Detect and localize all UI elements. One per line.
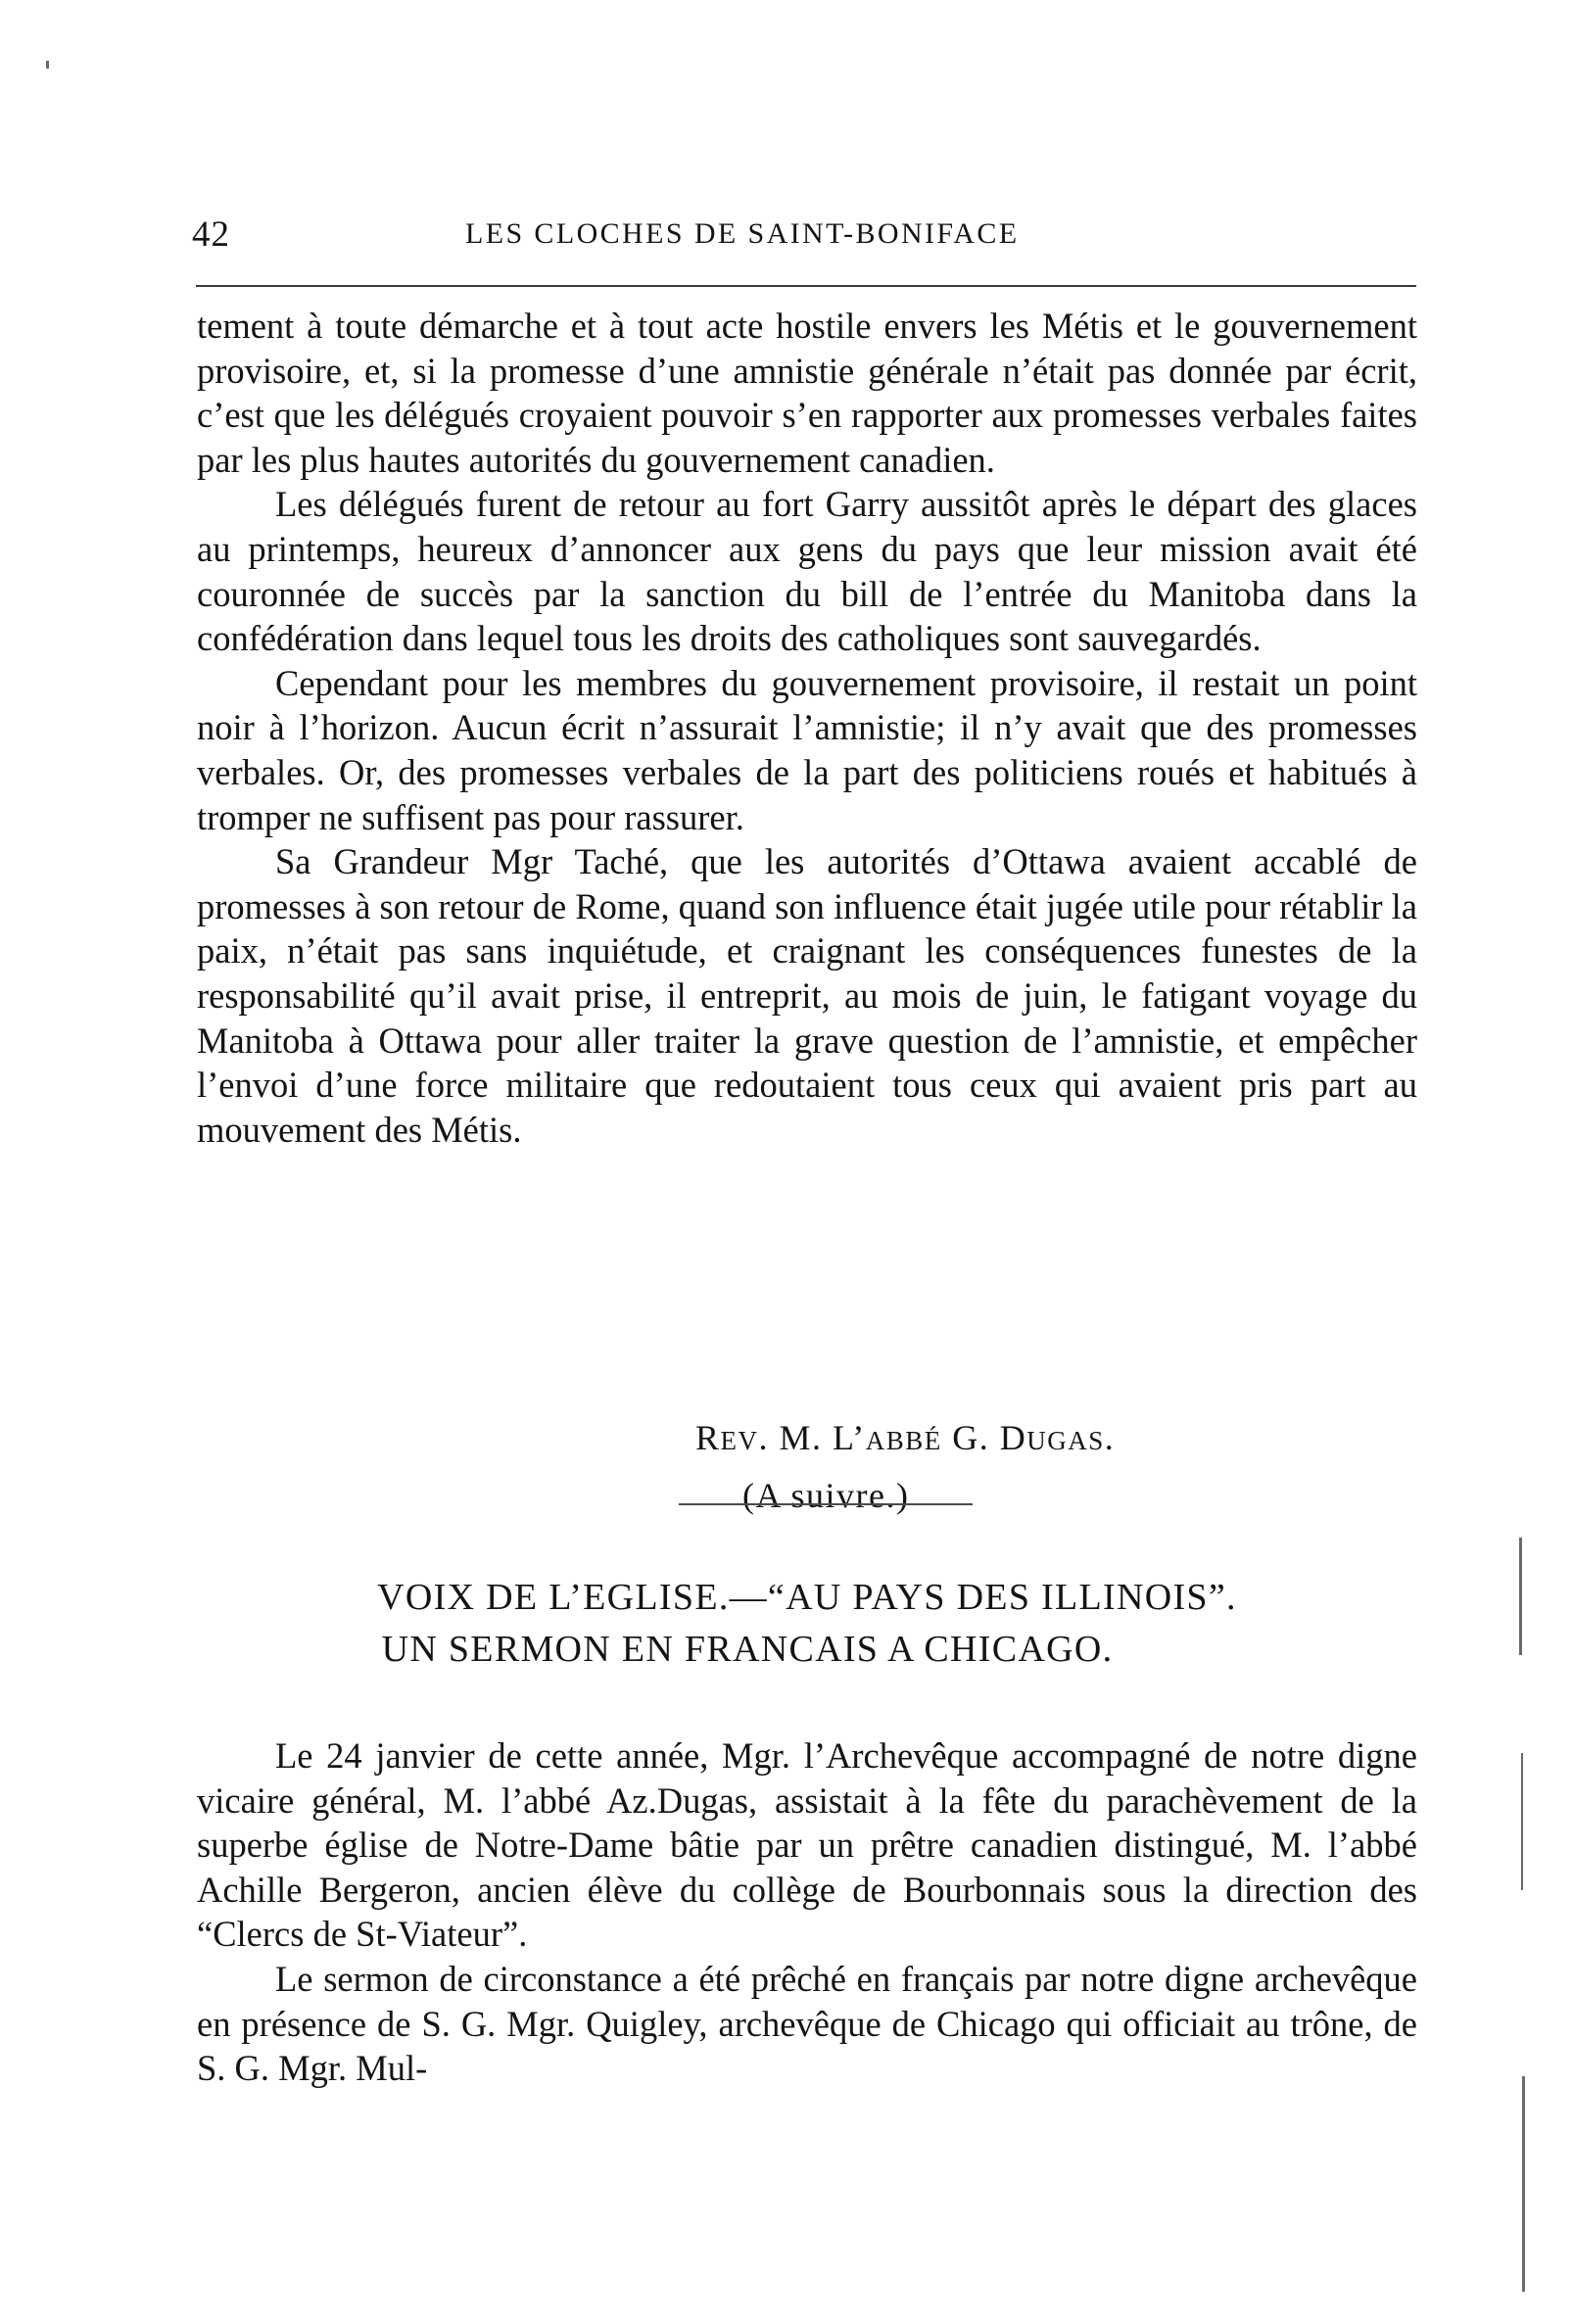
paragraph-6: Le sermon de circonstance a été prêché en français par notre digne archevêque en présence de S. G. Mgr. Quigley, archevêque de Chicago qui officiait au trône, de S. G. Mgr. Mul- — [197, 1958, 1417, 2089]
scan-mark — [1521, 1753, 1523, 1890]
header-rule — [196, 285, 1416, 287]
article-body — [197, 1733, 1417, 2091]
scan-mark — [46, 61, 49, 69]
article-heading-line-2: UN SERMON EN FRANCAIS A CHICAGO. — [381, 1629, 1114, 1670]
paragraph-2: Les délégués furent de retour au fort Garry aussitôt après le départ des glaces au printemps, heureux d’annoncer aux gens du pays que leur mission avait été couronnée de succès par la sanction du bill de l’entrée du Manitoba dans la confédération dans lequel tous les droits des catholiques sont sauvegardés. — [197, 484, 1417, 659]
paragraph-3: Cependant pour les membres du gouvernement provisoire, il restait un point noir à l’horizon. Aucun écrit n’assurait l’amnistie; il n’y avait que des promesses verbales. Or, des promesses verbales de la part des politiciens roués et habitués à tromper ne suffisent pas pour rassurer. — [197, 662, 1417, 837]
paragraph-1: tement à toute démarche et à tout acte hostile envers les Métis et le gouvernement provisoire, et, si la promesse d’une amnistie générale n’était pas donnée par écrit, c’est que les délégués croyaient pouvoir s’en rapporter aux promesses verbales faites par les plus hautes autorités du gouvernement canadien. — [197, 306, 1417, 480]
paragraph-5: Le 24 janvier de cette année, Mgr. l’Archevêque accompagné de notre digne vicaire général, M. l’abbé Az.Dugas, assistait à la fête du parachèvement de la superbe église de Notre-Dame bâtie par un prêtre canadien distingué, M. l’abbé Achille Bergeron, ancien élève du collège de Bourbonnais sous la direction des “Clercs de St-Viateur”. — [197, 1735, 1417, 1955]
running-title: LES CLOCHES DE SAINT-BONIFACE — [465, 217, 1020, 250]
author-signature: REV. M. L’ABBÉ G. DUGAS. — [695, 1418, 1116, 1457]
running-head — [192, 213, 1416, 264]
scan-mark — [1522, 2076, 1525, 2292]
page-number: 42 — [192, 214, 230, 255]
continued-note: (A suivre.) — [742, 1476, 910, 1515]
article-continuation — [197, 304, 1417, 1152]
paragraph-4: Sa Grandeur Mgr Taché, que les autorités d’Ottawa avaient accablé de promesses à son retour de Rome, quand son influence était jugée utile pour rétablir la paix, n’était pas sans inquiétude, et craignant les conséquences funestes de la responsabilité qu’il avait prise, il entreprit, au mois de juin, le fatigant voyage du Manitoba à Ottawa pour aller traiter la grave question de l’amnistie, et empêcher l’envoi d’une force militaire que redoutaient tous ceux qui avaient pris part au mouvement des Métis. — [197, 841, 1417, 1150]
section-rule — [679, 1503, 973, 1505]
scan-mark — [1519, 1538, 1522, 1655]
article-heading-line-1: VOIX DE L’EGLISE.—“AU PAYS DES ILLINOIS”. — [377, 1577, 1237, 1618]
